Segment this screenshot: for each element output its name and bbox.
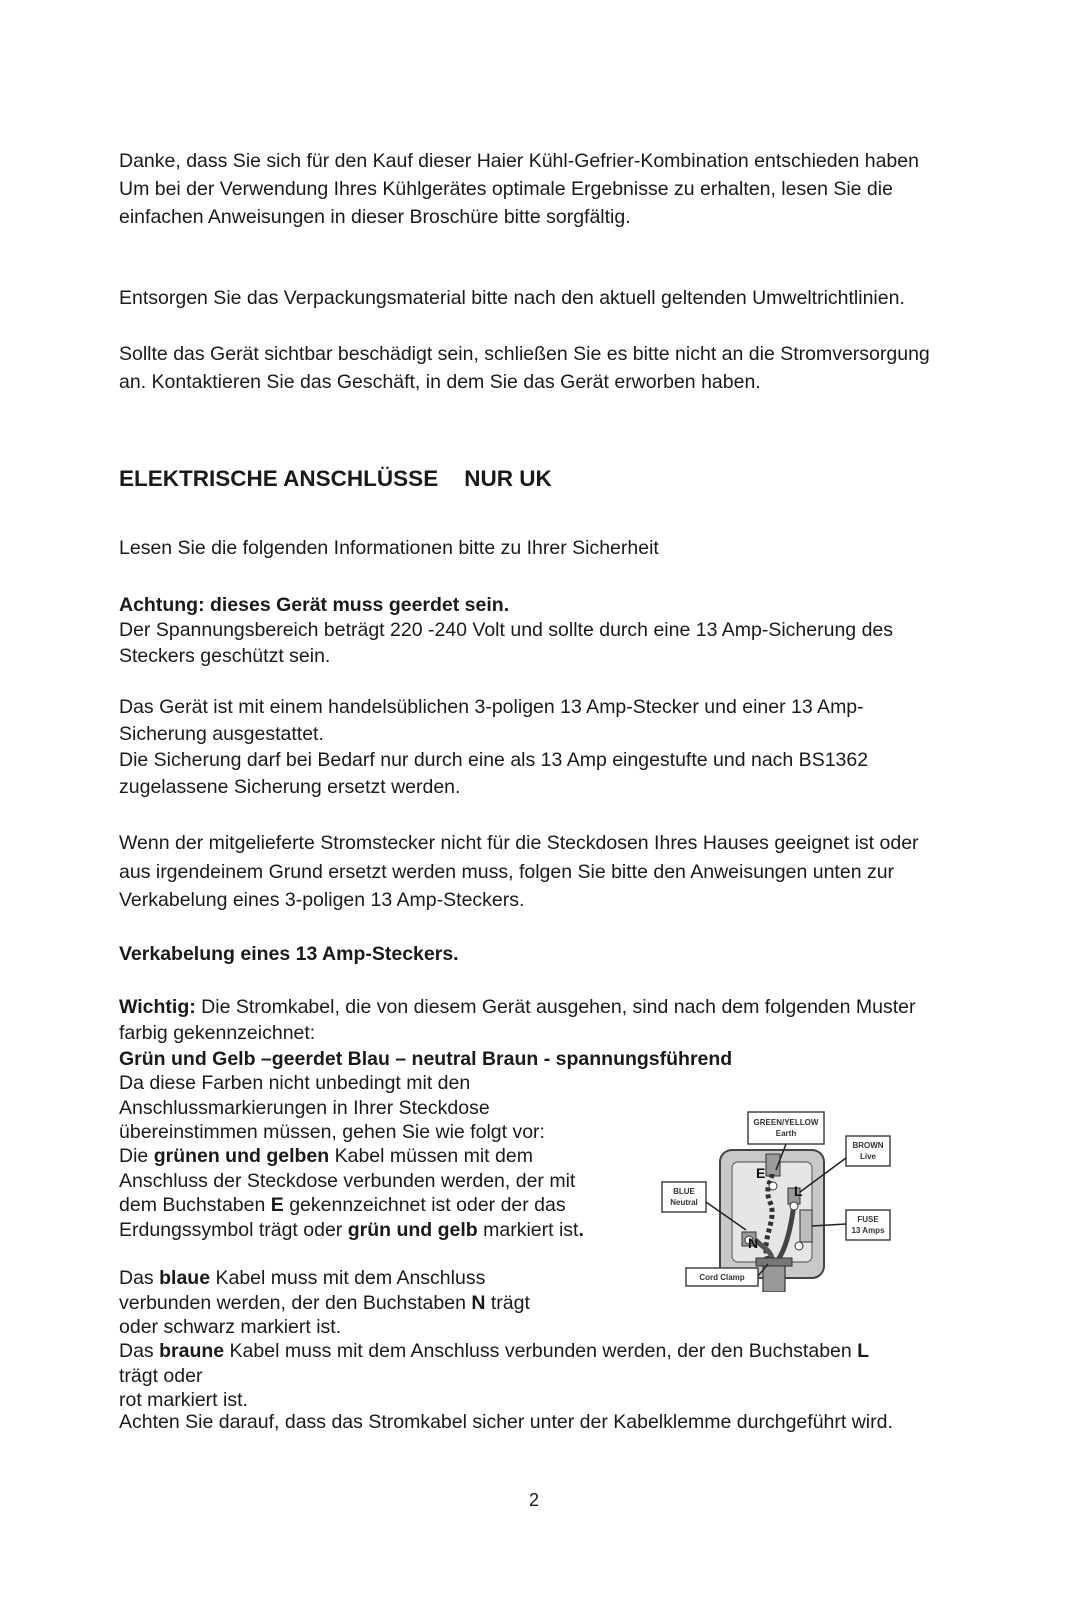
- text-run: .: [578, 1218, 584, 1241]
- text-run: Kabel muss mit dem Anschluss verbunden werden, der den Buchstaben: [119, 1267, 486, 1314]
- emphasis-green-yellow-2: grün und gelb: [347, 1218, 478, 1241]
- text-run: Kabel muss mit dem Anschluss verbunden werden, der den Buchstaben: [224, 1340, 858, 1362]
- emphasis-blue: blaue: [159, 1267, 211, 1289]
- label-neutral: Neutral: [670, 1198, 698, 1207]
- text-run: Die: [119, 1145, 154, 1167]
- text-run: rot markiert ist.: [119, 1389, 248, 1411]
- read-info-text: Lesen Sie die folgenden Informationen bitte zu Ihrer Sicherheit: [119, 537, 659, 559]
- letter-l: L: [794, 1183, 803, 1199]
- text-run: trägt oder: [119, 1364, 203, 1387]
- disposal-paragraph-1: Entsorgen Sie das Verpackungsmaterial bitte nach den aktuell geltenden Umweltrichtlinien.: [119, 287, 905, 309]
- important-text: Die Stromkabel, die von diesem Gerät ausgehen, sind nach dem folgenden Muster farbig gekennzeichnet:: [119, 996, 916, 1044]
- plug-info-paragraph-1: Das Gerät ist mit einem handelsüblichen 3-poligen 13 Amp-Stecker und einer 13 Amp-Sicherung ausgestattet.: [119, 696, 864, 745]
- letter-n: N: [748, 1235, 759, 1251]
- label-brown: BROWN: [852, 1141, 884, 1150]
- letter-e: E: [756, 1165, 766, 1181]
- important-paragraph: [119, 994, 949, 1046]
- plug-wiring-diagram: [660, 1110, 902, 1292]
- text-run: markiert ist: [477, 1218, 579, 1241]
- emphasis-green-yellow: grünen und gelben: [153, 1145, 330, 1167]
- label-earth: Earth: [775, 1129, 797, 1138]
- important-label: Wichtig:: [119, 996, 196, 1018]
- text-run: Das: [119, 1340, 160, 1362]
- text-run: trägt oder schwarz markiert ist.: [119, 1291, 530, 1338]
- plug-info-paragraph-2: Die Sicherung darf bei Bedarf nur durch eine als 13 Amp eingestufte und nach BS1362 zugelassene Sicherung ersetzt werden.: [119, 749, 869, 798]
- emphasis-brown: braune: [159, 1340, 225, 1362]
- label-cord-clamp: Cord Clamp: [699, 1273, 745, 1282]
- emphasis-letter-n: N: [471, 1291, 486, 1314]
- label-blue: BLUE: [673, 1187, 695, 1196]
- section-heading: [119, 465, 552, 493]
- disposal-paragraph-2: Sollte das Gerät sichtbar beschädigt sein, schließen Sie es bitte nicht an die Stromversorgung an. Kontaktieren Sie das Geschäft, in dem Sie das Gerät erworben haben.: [119, 343, 930, 393]
- wiring-title: Verkabelung eines 13 Amp-Steckers.: [119, 943, 459, 965]
- live-wire-paragraph: [119, 1339, 949, 1413]
- warning-text: Der Spannungsbereich beträgt 220 -240 Volt und sollte durch eine 13 Amp-Sicherung des Steckers geschützt sein.: [119, 619, 894, 667]
- page-number: 2: [528, 1490, 539, 1510]
- emphasis-letter-e: E: [270, 1194, 284, 1216]
- fuse-cartridge: [800, 1210, 812, 1242]
- replace-info-paragraph: Wenn der mitgelieferte Stromstecker nicht für die Steckdosen Ihres Hauses geeignet ist oder aus irgendeinem Grund ersetzt werden muss, folgen Sie bitte den Anweisungen unten zur Verkabelung eines 3-poligen 13 Amp-Steckers.: [119, 832, 919, 911]
- text-run: Das: [119, 1267, 160, 1289]
- neutral-wire-paragraph: [119, 1266, 564, 1340]
- label-live: Live: [859, 1152, 877, 1161]
- color-mismatch-paragraph: Da diese Farben nicht unbedingt mit den Anschlussmarkierungen in Ihrer Steckdose übereinstimmen müssen, gehen Sie wie folgt vor:: [119, 1072, 545, 1143]
- heading-part-1: ELEKTRISCHE ANSCHLÜSSE: [119, 466, 439, 491]
- heading-part-2: NUR UK: [464, 466, 552, 491]
- label-green-yellow: GREEN/YELLOW: [753, 1118, 819, 1127]
- emphasis-letter-l: L: [857, 1340, 870, 1362]
- cord-clamp-paragraph: Achten Sie darauf, dass das Stromkabel sicher unter der Kabelklemme durchgeführt wird.: [119, 1411, 893, 1433]
- wire-colors-line: Grün und Gelb –geerdet Blau – neutral Braun - spannungsführend: [119, 1048, 733, 1070]
- intro-paragraph: Danke, dass Sie sich für den Kauf dieser Haier Kühl-Gefrier-Kombination entschieden haben Um bei der Verwendung Ihres Kühlgerätes optimale Ergebnisse zu erhalten, lesen Sie die einfachen Anweisungen in dieser Broschüre bitte sorgfältig.: [119, 150, 919, 228]
- warning-title: Achtung: dieses Gerät muss geerdet sein.: [119, 594, 510, 616]
- text-run: gekennzeichnet ist oder der das Erdungssymbol trägt oder: [119, 1194, 566, 1241]
- text-run: Kabel müssen mit dem Anschluss der Steckdose verbunden werden, der mit dem Buchstaben: [119, 1145, 576, 1216]
- label-fuse: FUSE: [857, 1215, 879, 1224]
- cord-clamp-bar: [756, 1258, 792, 1266]
- label-13-amps: 13 Amps: [851, 1226, 885, 1235]
- earth-wire-paragraph: [119, 1144, 599, 1242]
